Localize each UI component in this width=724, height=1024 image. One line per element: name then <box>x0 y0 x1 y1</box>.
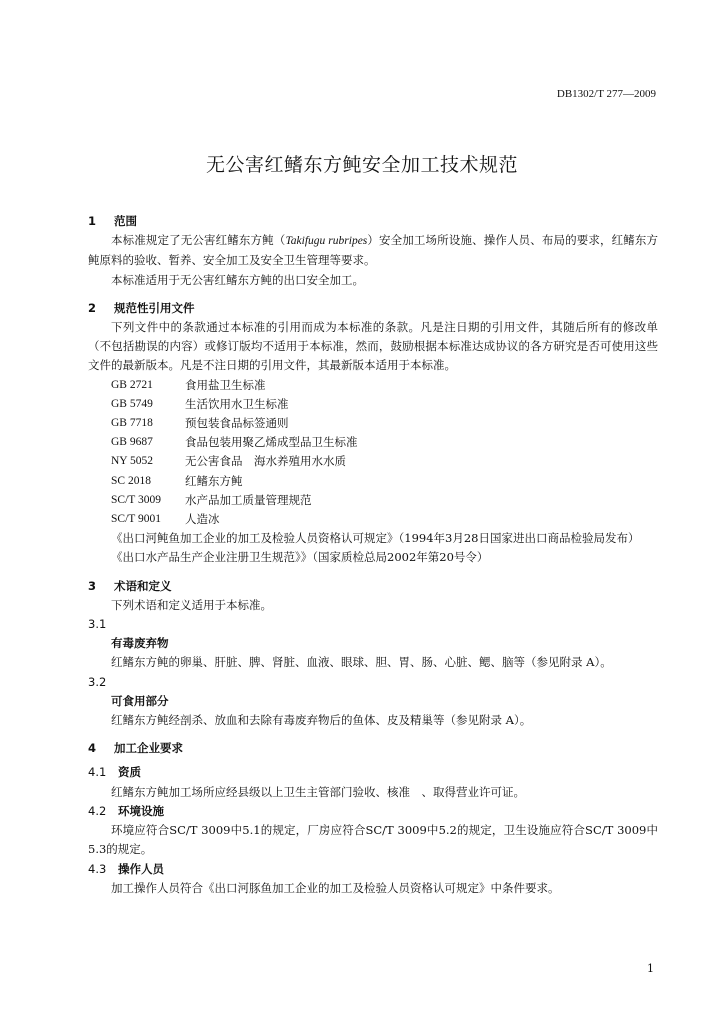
reference-code: GB 2721 <box>111 378 153 391</box>
term-definition: 红鳍东方鲀的卵巢、肝脏、脾、肾脏、血液、眼球、胆、胃、肠、心脏、鳃、脑等（参见附录 A）。 <box>111 655 612 670</box>
term-number: 3.1 <box>88 617 107 632</box>
term-number: 3.2 <box>88 674 107 689</box>
subsection-number: 4.3 <box>88 861 107 876</box>
document-body <box>88 208 658 898</box>
section-title: 加工企业要求 <box>114 741 183 756</box>
reference-code: NY 5052 <box>111 455 154 468</box>
latin-name: Takifugu rubripes <box>285 235 368 248</box>
subsection-number: 4.1 <box>88 765 107 780</box>
subsection-title: 操作人员 <box>118 861 164 876</box>
scope-text-pre: 本标准规定了无公害红鳍东方鲀（ <box>111 233 286 248</box>
reference-code: SC/T 9001 <box>111 513 161 526</box>
scope-paragraph <box>88 231 658 270</box>
reference-regulation-1: 《出口河鲀鱼加工企业的加工及检验人员资格认可规定》（1994年3月28日国家进出口商品检验局发布） <box>111 531 640 546</box>
reference-code: GB 5749 <box>111 397 153 410</box>
reference-item <box>88 472 658 491</box>
subsection-text: 加工操作人员符合《出口河豚鱼加工企业的加工及检验人员资格认可规定》中条件要求。 <box>111 880 560 895</box>
subsection-title: 环境设施 <box>118 803 164 818</box>
term-name: 可食用部分 <box>111 693 169 708</box>
reference-item <box>88 491 658 510</box>
section-heading-terms <box>88 577 658 596</box>
reference-code: GB 9687 <box>111 436 153 449</box>
term-definition: 红鳍东方鲀经剖杀、放血和去除有毒废弃物后的鱼体、皮及精巢等（参见附录 A）。 <box>111 713 532 728</box>
section-heading-scope <box>88 212 658 231</box>
scope-applicability: 本标准适用于无公害红鳍东方鲀的出口安全加工。 <box>111 272 364 287</box>
reference-title: 食用盐卫生标准 <box>185 377 266 392</box>
reference-item <box>88 414 658 433</box>
terms-intro: 下列术语和定义适用于本标准。 <box>111 597 272 612</box>
reference-title: 红鳍东方鲀 <box>185 473 243 488</box>
reference-regulation-2: 《出口水产品生产企业注册卫生规范》》（国家质检总局2002年第20号令） <box>111 550 489 565</box>
subsection-heading <box>88 802 658 821</box>
section-number: 2 <box>88 300 97 315</box>
section-number: 1 <box>88 214 97 228</box>
standard-number: DB1302/T 277—2009 <box>556 88 656 100</box>
reference-item <box>88 452 658 471</box>
reference-item <box>88 510 658 529</box>
reference-list <box>88 376 658 530</box>
references-intro: 下列文件中的条款通过本标准的引用而成为本标准的条款。凡是注日期的引用文件，其随后所有的修改单（不包括勘误的内容）或修订版均不适用于本标准，然而，鼓励根据本标准达成协议的各方研究是否可使用这些文件的最新版本。凡是不注日期的引用文件，其最新版本适用于本标准。 <box>88 320 658 373</box>
section-title: 范围 <box>114 214 137 228</box>
reference-title: 无公害食品 海水养殖用水水质 <box>185 454 346 469</box>
section-title: 规范性引用文件 <box>114 300 195 315</box>
reference-code: GB 7718 <box>111 417 153 430</box>
subsection-number: 4.2 <box>88 803 107 818</box>
section-heading-enterprise <box>88 739 658 758</box>
subsection-title: 资质 <box>118 765 141 780</box>
subsection-heading <box>88 763 658 782</box>
page-number: 1 <box>647 962 654 975</box>
subsection-text: 环境应符合SC/T 3009中5.1的规定，厂房应符合SC/T 3009中5.2的规定，卫生设施应符合SC/T 3009中5.3的规定。 <box>88 823 658 857</box>
reference-item <box>88 395 658 414</box>
reference-item <box>88 376 658 395</box>
reference-title: 生活饮用水卫生标准 <box>185 396 289 411</box>
reference-item <box>88 433 658 452</box>
subsection-text: 红鳍东方鲀加工场所应经县级以上卫生主管部门验收、核准 、取得营业许可证。 <box>111 784 525 799</box>
reference-title: 人造冰 <box>185 512 220 527</box>
reference-code: SC 2018 <box>111 474 151 487</box>
scope-text-post: ）安全加工场所设施、操作人员、布局的要求，红鳍东方鲀原料的验收、暂养、安全加工及安全卫生管理等要求。 <box>88 233 659 268</box>
term-name: 有毒废弃物 <box>111 636 169 651</box>
section-title: 术语和定义 <box>114 578 172 593</box>
section-heading-references <box>88 299 658 318</box>
document-title: 无公害红鳍东方鲀安全加工技术规范 <box>205 154 518 176</box>
section-number: 4 <box>88 741 97 756</box>
subsection-heading <box>88 860 658 879</box>
reference-code: SC/T 3009 <box>111 493 161 506</box>
reference-title: 预包装食品标签通则 <box>185 416 289 431</box>
reference-title: 食品包装用聚乙烯成型品卫生标准 <box>185 435 358 450</box>
section-number: 3 <box>88 578 97 593</box>
reference-title: 水产品加工质量管理规范 <box>185 492 312 507</box>
